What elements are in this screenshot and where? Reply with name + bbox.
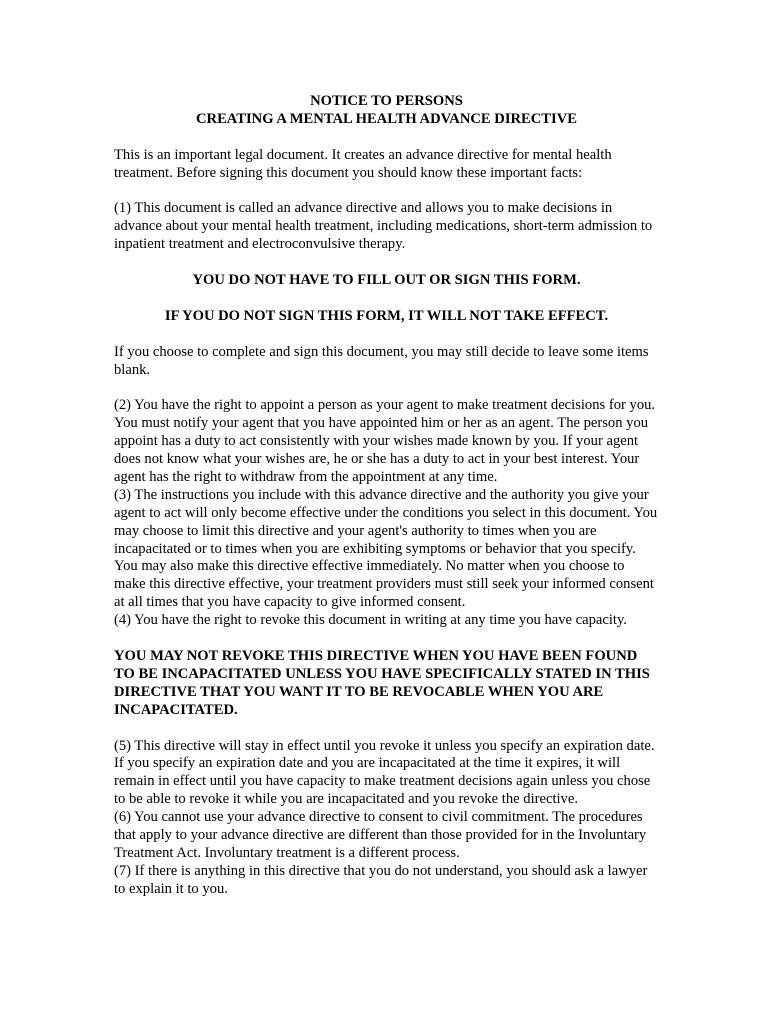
item-7-paragraph: (7) If there is anything in this directive that you do not understand, you should ask a lawyer to explain it to you.: [114, 862, 648, 897]
notice-sign: IF YOU DO NOT SIGN THIS FORM, IT WILL NOT TAKE EFFECT.: [164, 307, 609, 324]
item-6-paragraph: (6) You cannot use your advance directive to consent to civil commitment. The procedures that apply to your advance directive are different than those provided for in the Involuntary Treatment Act. Involuntary treatment is a different process.: [114, 809, 647, 861]
item-1-paragraph: (1) This document is called an advance directive and allows you to make decisions in advance about your mental health treatment, including medications, short-term admission to inpatient treatment and electroconvulsive therapy.: [114, 200, 653, 253]
title-line-1: NOTICE TO PERSONS: [310, 93, 463, 109]
notice-revoke: YOU MAY NOT REVOKE THIS DIRECTIVE WHEN YOU HAVE BEEN FOUND TO BE INCAPACITATED UNLESS YOU HAVE SPECIFICALLY STATED IN THIS DIRECTIVE THAT YOU WANT IT TO BE REVOCABLE WHEN YOU ARE INCAPACITATED.: [114, 647, 650, 718]
item-2-paragraph: (2) You have the right to appoint a person as your agent to make treatment decisions for you. You must notify your agent that you have appointed him or her as an agent. The person you appoint has a duty to act consistently with your wishes made known by you. If your agent does not know what your wishes are, he or she has a duty to act in your best interest. Your agent has the right to withdraw from the appointment at any time.: [114, 397, 656, 485]
title-line-2: CREATING A MENTAL HEALTH ADVANCE DIRECTIVE: [195, 110, 577, 127]
item-4-paragraph: (4) You have the right to revoke this document in writing at any time you have capacity.: [114, 612, 627, 629]
intro-paragraph: This is an important legal document. It creates an advance directive for mental health treatment. Before signing this document you should know these important facts:: [114, 146, 612, 181]
blank-items-paragraph: If you choose to complete and sign this document, you may still decide to leave some items blank.: [114, 343, 649, 378]
document-title: [114, 93, 659, 129]
document-body: [114, 93, 659, 899]
notice-fill-out: YOU DO NOT HAVE TO FILL OUT OR SIGN THIS FORM.: [192, 272, 581, 289]
item-3-paragraph: (3) The instructions you include with this advance directive and the authority you give your agent to act will only become effective under the conditions you select in this document. You may choose to limit this directive and your agent's authority to times when you are incapacitated or to times when you are exhibiting symptoms or behavior that you specify. You may also make this directive effective immediately. No matter when you choose to make this directive effective, your treatment providers must still seek your informed consent at all times that you have capacity to give informed consent.: [114, 486, 658, 611]
item-5-paragraph: (5) This directive will stay in effect until you revoke it unless you specify an expiration date. If you specify an expiration date and you are incapacitated at the time it expires, it will remain in effect until you have capacity to make treatment decisions again unless you chose to be able to revoke it while you are incapacitated and you revoke the directive.: [114, 737, 655, 808]
